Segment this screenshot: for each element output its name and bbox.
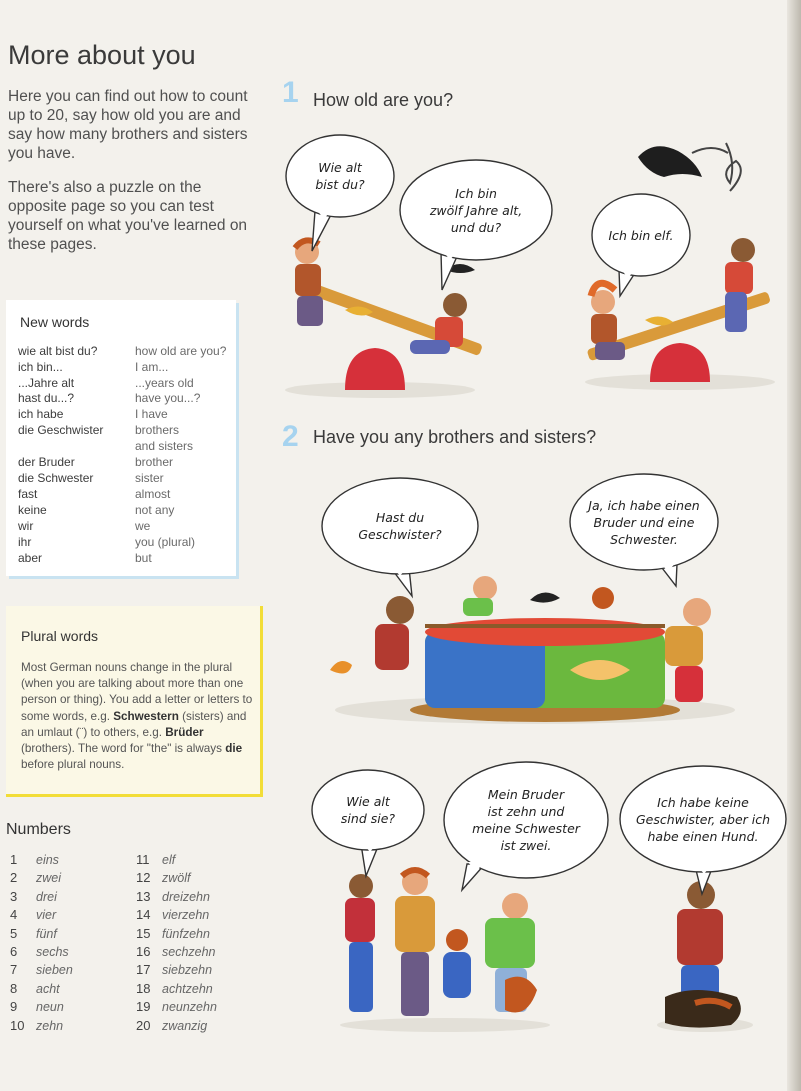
new-word-german: keine <box>18 503 47 517</box>
number-word: zwei <box>36 871 62 886</box>
dog-icon <box>505 977 537 1013</box>
new-word-english: brother <box>135 455 174 469</box>
new-word-english: have you...? <box>135 391 201 405</box>
number-word: neunzehn <box>162 1000 217 1015</box>
number-digit: 12 <box>136 870 151 886</box>
number-word: fünfzehn <box>162 926 210 941</box>
number-digit: 4 <box>10 907 18 923</box>
number-digit: 5 <box>10 925 18 941</box>
section-2-title: Have you any brothers and sisters? <box>313 427 597 447</box>
number-digit: 10 <box>10 1017 25 1033</box>
number-digit: 13 <box>136 888 151 904</box>
new-word-german: hast du...? <box>18 391 75 405</box>
number-digit: 15 <box>136 925 151 941</box>
number-entry <box>136 926 210 941</box>
number-digit: 17 <box>136 962 151 978</box>
new-word-german: die Schwester <box>18 471 94 485</box>
new-word-german: die Geschwister <box>18 423 104 437</box>
new-word-german: wie alt bist du? <box>18 344 98 358</box>
number-entry <box>136 889 210 904</box>
speech-bubble-text: Ich bin elf. <box>608 227 674 243</box>
new-word-english: and sisters <box>135 439 194 453</box>
number-word: sechzehn <box>162 945 216 959</box>
number-entry <box>136 944 216 959</box>
speech-bubble <box>618 764 788 874</box>
crow-icon <box>638 146 702 177</box>
speech-bubble-text: Wie alt sind sie? <box>340 794 396 826</box>
plural-text-1: Most German nouns change in the plural (when you are talking about more than one person or thing). You add a letter or letters to some words, e.g. <box>21 661 253 723</box>
speech-bubble <box>398 158 554 262</box>
speech-bubble <box>442 760 610 880</box>
number-entry <box>10 1018 63 1033</box>
new-word-german: aber <box>18 551 43 565</box>
number-digit: 1 <box>10 852 18 867</box>
number-word: sieben <box>36 963 73 978</box>
number-entry <box>10 926 57 941</box>
number-entry <box>10 889 57 904</box>
new-words-heading: New words <box>20 314 90 330</box>
number-word: vier <box>36 908 57 923</box>
speech-bubble-text: Ich habe keine Geschwister, aber ich habe einen Hund. <box>635 794 771 844</box>
new-word-english: almost <box>135 487 171 501</box>
speech-bubble <box>568 472 720 572</box>
flying-crow-illustration <box>630 135 760 200</box>
speech-bubble-text: Wie alt bist du? <box>315 160 365 192</box>
number-word: siebzehn <box>162 963 213 978</box>
number-digit: 20 <box>136 1017 151 1033</box>
new-word-german: ich habe <box>18 407 64 421</box>
speech-bubble-text: Hast du Geschwister? <box>358 510 442 542</box>
number-word: zwanzig <box>162 1018 208 1033</box>
new-word-german: ...Jahre alt <box>18 376 75 390</box>
speech-bubble-text: Ja, ich habe einen Bruder und eine Schwester. <box>588 497 700 547</box>
number-word: acht <box>36 981 60 996</box>
number-digit: 7 <box>10 962 18 978</box>
intro-paragraph-2: There's also a puzzle on the opposite page so you can test yourself on what you've learned on these pages. <box>8 179 248 253</box>
new-word-english: I am... <box>135 360 169 374</box>
cat-icon <box>330 661 352 674</box>
new-word-english: sister <box>135 471 164 485</box>
number-word: vierzehn <box>162 908 210 923</box>
number-digit: 8 <box>10 980 18 996</box>
number-entry <box>136 999 217 1014</box>
number-entry <box>136 962 212 977</box>
number-entry <box>136 981 213 996</box>
number-entry <box>136 1018 207 1033</box>
number-word: sechs <box>36 945 69 959</box>
seesaw-stand <box>345 348 405 390</box>
speech-bubble-text: Mein Bruder ist zehn und meine Schwester ist zwei. <box>472 787 580 853</box>
plural-words-text <box>21 660 253 773</box>
plural-example-brueder: Brüder <box>165 725 204 739</box>
number-digit: 14 <box>136 907 151 923</box>
plural-example-die: die <box>225 742 243 756</box>
number-entry <box>136 907 209 922</box>
new-word-english: not any <box>135 503 175 517</box>
plural-text-3: (brothers). The word for "the" is always <box>21 742 226 756</box>
number-digit: 6 <box>10 944 18 959</box>
new-word-english: brothers <box>135 423 180 437</box>
number-entry <box>10 962 73 977</box>
number-entry <box>10 852 59 867</box>
speech-bubble <box>310 768 426 852</box>
number-word: dreizehn <box>162 889 210 904</box>
number-word: eins <box>36 853 59 867</box>
number-word: achtzehn <box>162 981 213 996</box>
number-entry <box>10 981 60 996</box>
number-word: neun <box>36 1000 64 1015</box>
number-entry <box>10 999 64 1014</box>
number-entry <box>10 907 56 922</box>
new-word-english: I have <box>135 407 168 421</box>
new-word-english: ...years old <box>135 376 194 390</box>
new-word-german: ich bin... <box>18 360 63 374</box>
new-word-german: wir <box>18 519 34 533</box>
number-word: elf <box>162 853 176 867</box>
section-2-number: 2 <box>282 420 299 453</box>
speech-bubble-text: Ich bin zwölf Jahre alt, und du? <box>429 185 523 235</box>
number-word: fünf <box>36 926 57 941</box>
page-title: More about you <box>8 40 196 70</box>
number-word: zehn <box>36 1018 64 1033</box>
speech-bubble <box>320 476 480 576</box>
new-word-german: der Bruder <box>18 455 75 469</box>
new-word-german: fast <box>18 487 38 501</box>
number-digit: 11 <box>136 852 150 867</box>
new-word-english: but <box>135 551 152 565</box>
number-digit: 2 <box>10 870 18 886</box>
number-digit: 16 <box>136 944 151 959</box>
new-word-english: you (plural) <box>135 535 196 549</box>
number-entry <box>10 944 69 959</box>
number-word: drei <box>36 889 57 904</box>
plural-example-schwestern: Schwestern <box>113 709 179 723</box>
number-digit: 18 <box>136 980 151 996</box>
section-1-number: 1 <box>282 76 299 109</box>
crow-icon <box>530 592 560 602</box>
number-entry <box>10 870 61 885</box>
plural-text-2: (sisters) and an umlaut (¨) to others, e.g. <box>21 709 247 739</box>
number-digit: 9 <box>10 999 18 1015</box>
number-word: zwölf <box>162 871 191 886</box>
new-words-box <box>6 300 236 576</box>
number-digit: 19 <box>136 999 151 1015</box>
speech-bubble <box>590 192 692 278</box>
number-entry <box>136 870 190 885</box>
section-1-title: How old are you? <box>313 90 454 110</box>
plural-words-heading: Plural words <box>21 628 99 644</box>
plural-text-4: before plural nouns. <box>21 758 125 772</box>
speech-bubble <box>284 133 396 219</box>
page-spine-shadow <box>787 0 801 1091</box>
plural-words-box <box>6 606 263 797</box>
intro-paragraph-1: Here you can find out how to count up to 20, say how old you are and say how many brothers and sisters you have. <box>8 88 248 162</box>
number-entry <box>136 852 175 867</box>
new-word-english: how old are you? <box>135 344 227 358</box>
new-word-english: we <box>135 519 151 533</box>
new-word-german: ihr <box>18 535 32 549</box>
number-digit: 3 <box>10 888 18 904</box>
numbers-heading: Numbers <box>6 821 71 838</box>
